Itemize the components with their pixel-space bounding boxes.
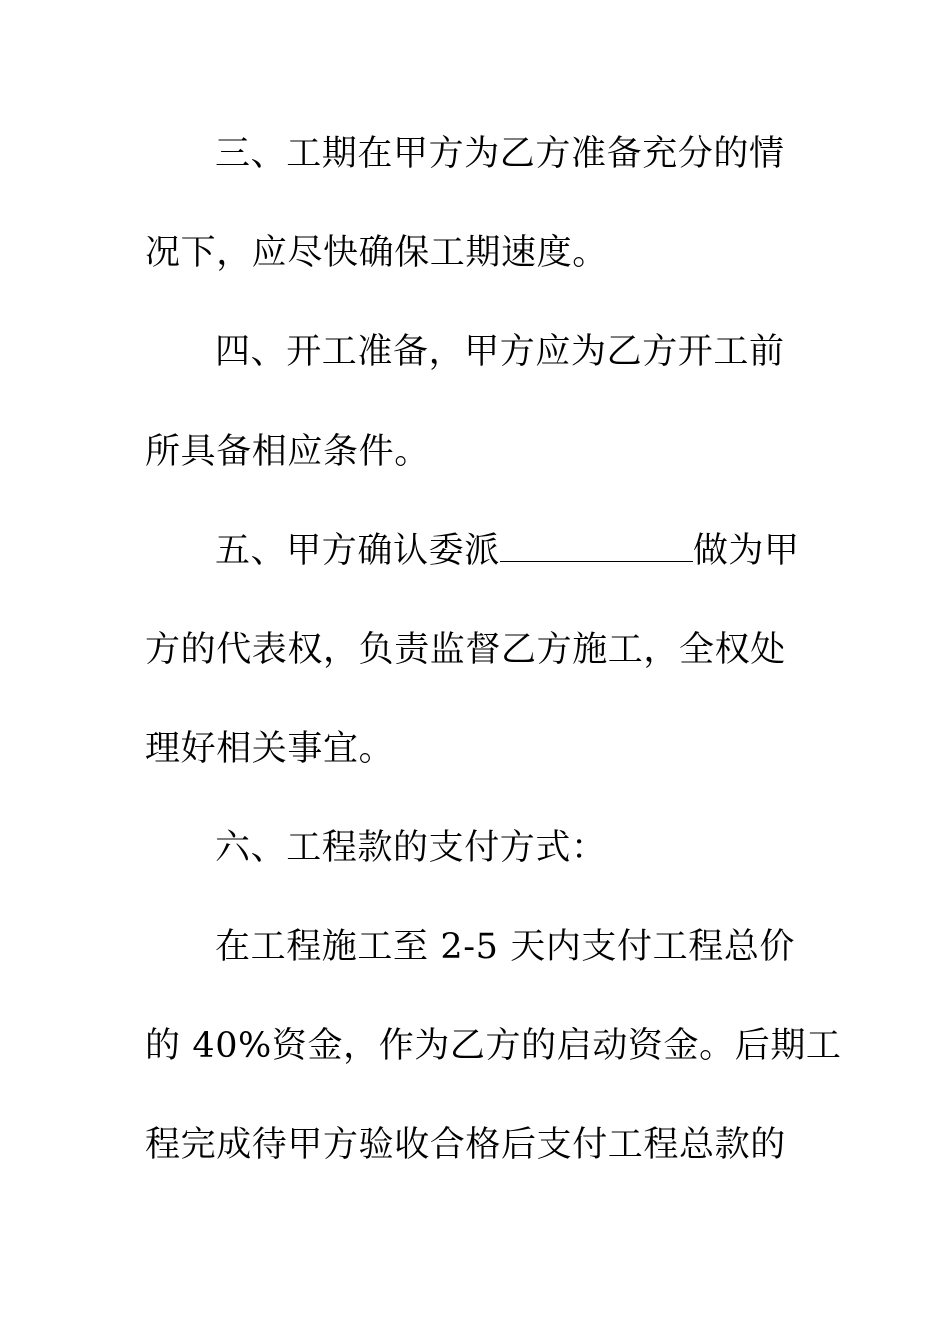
clause-5-text-before-blank: 五、甲方确认委派 bbox=[215, 531, 500, 571]
payment-paragraph-line-3: 程完成待甲方验收合格后支付工程总款的 bbox=[145, 1125, 786, 1165]
clause-4-line-1: 四、开工准备，甲方应为乙方开工前 bbox=[215, 332, 785, 372]
representative-blank-field bbox=[500, 533, 693, 562]
clause-4-line-2: 所具备相应条件。 bbox=[145, 432, 430, 472]
payment-paragraph-line-2: 的 40%资金，作为乙方的启动资金。后期工 bbox=[145, 1026, 842, 1066]
payment-paragraph-line-1: 在工程施工至 2-5 天内支付工程总价 bbox=[215, 927, 796, 967]
clause-5-line-1 bbox=[215, 529, 800, 573]
clause-5-line-2: 方的代表权，负责监督乙方施工，全权处 bbox=[145, 630, 786, 670]
clause-6-heading: 六、工程款的支付方式： bbox=[215, 828, 607, 868]
clause-5-line-3: 理好相关事宜。 bbox=[145, 729, 395, 769]
clause-3-line-1: 三、工期在甲方为乙方准备充分的情 bbox=[215, 134, 785, 174]
clause-3-line-2: 况下，应尽快确保工期速度。 bbox=[145, 233, 608, 273]
clause-5-text-after-blank: 做为甲 bbox=[692, 531, 800, 571]
